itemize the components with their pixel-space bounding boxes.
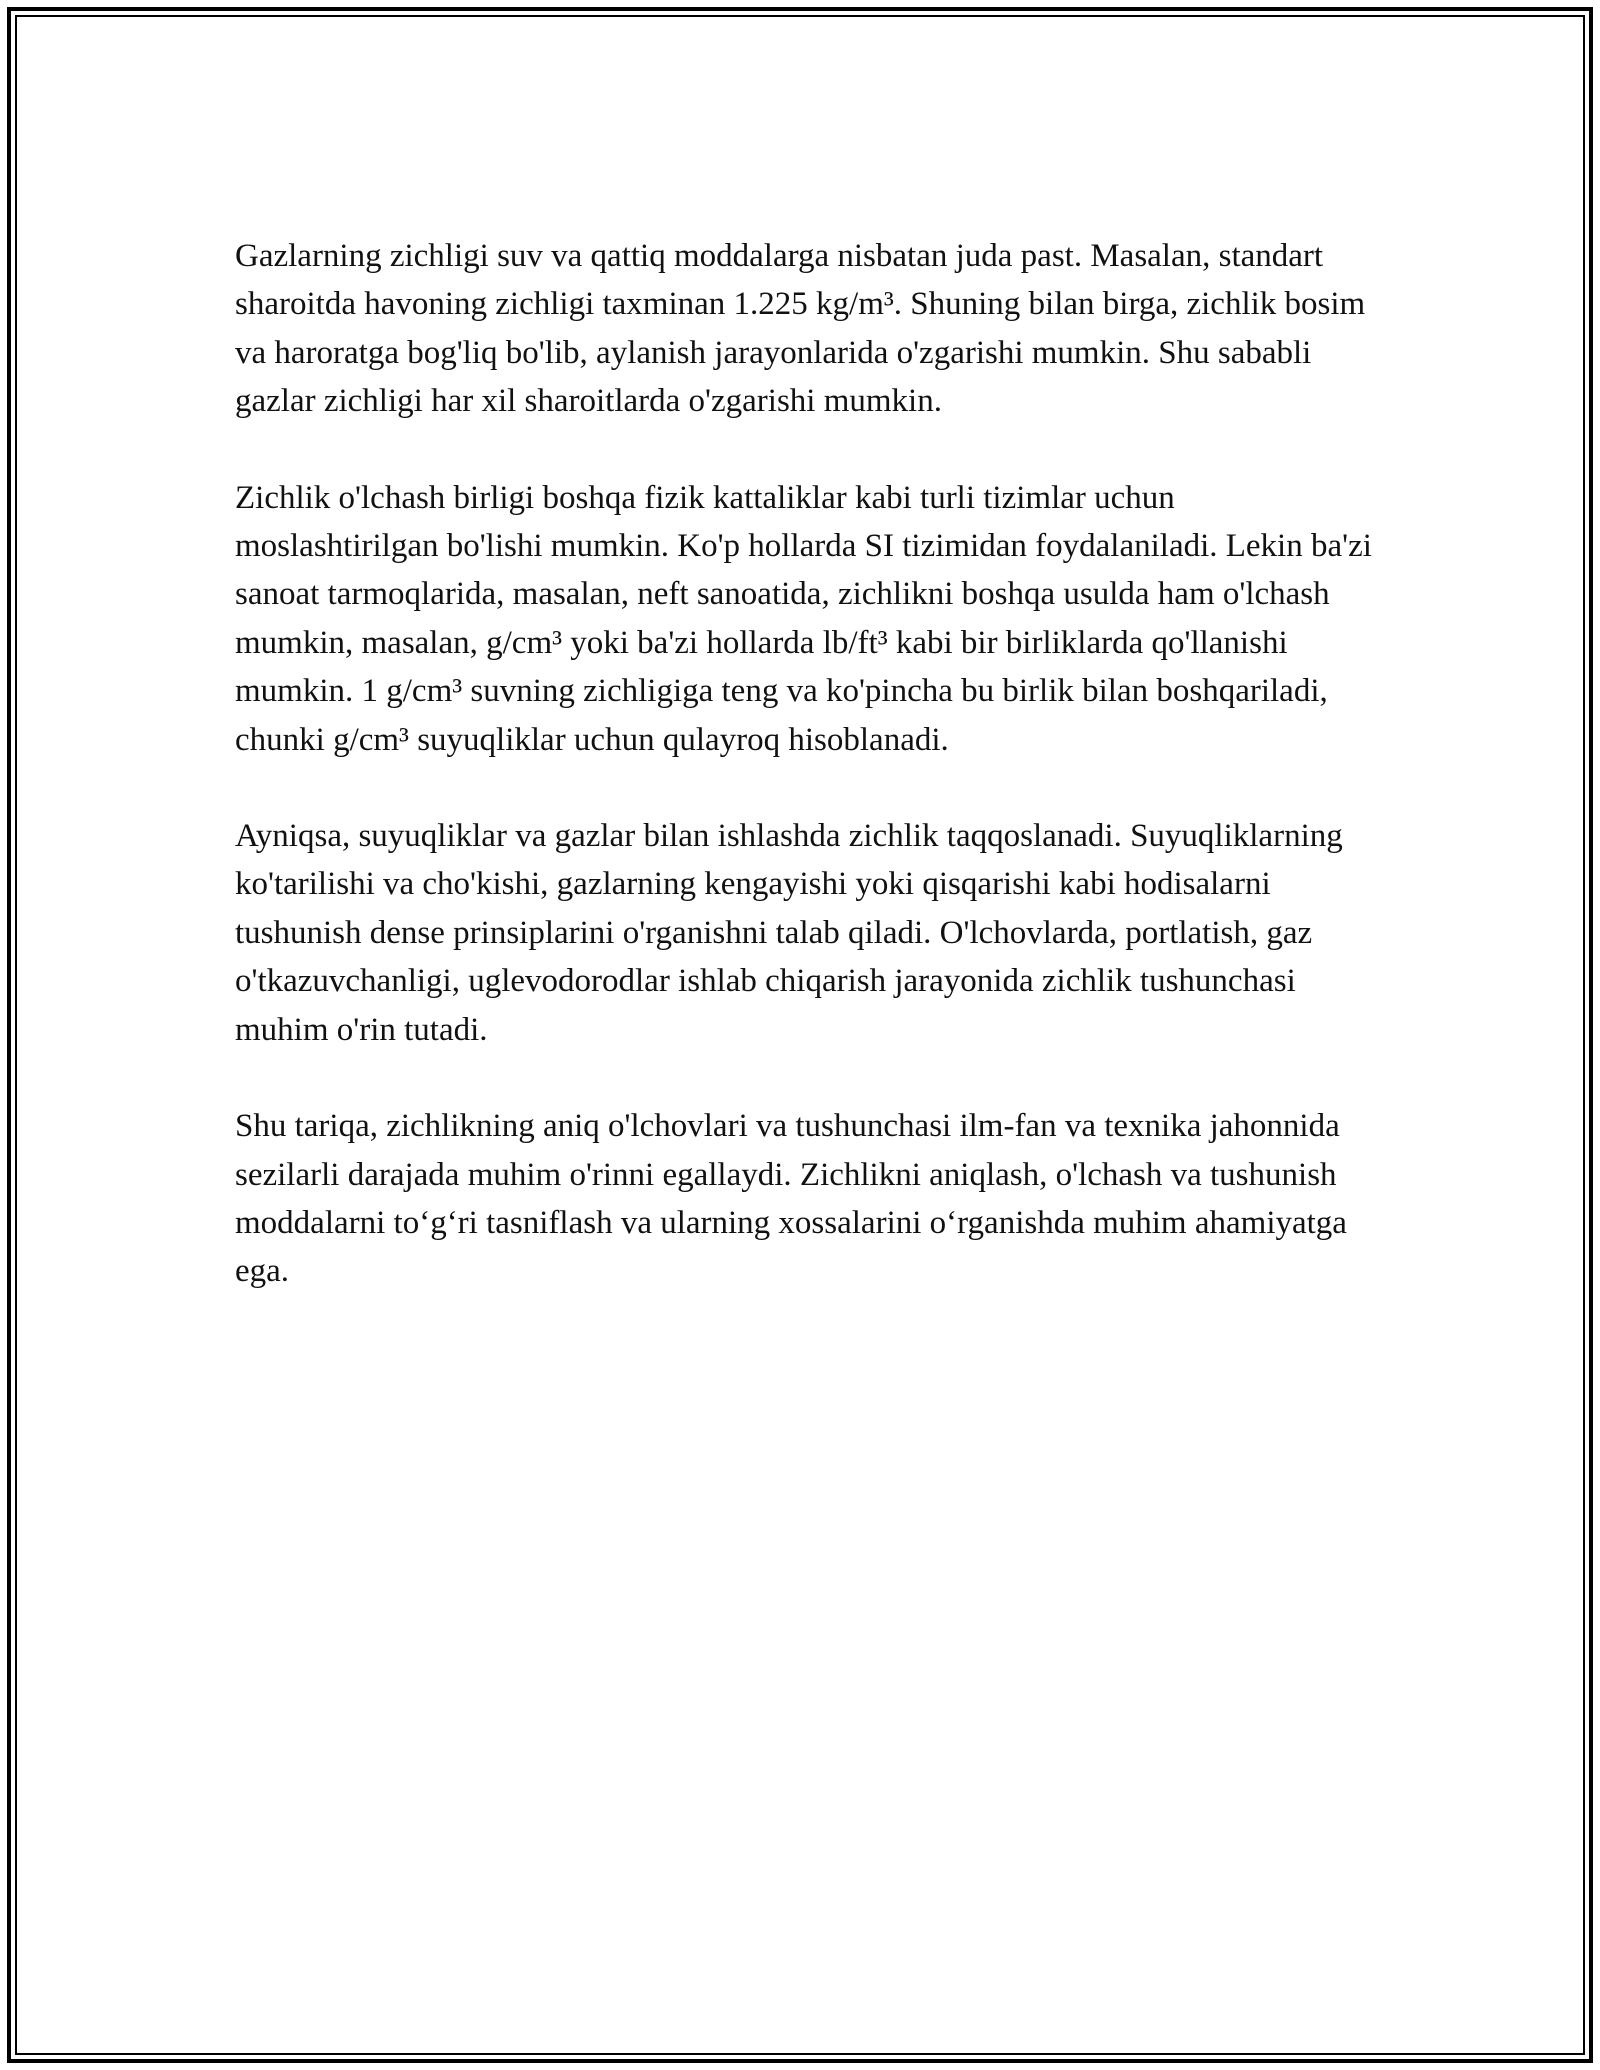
- paragraph-2: Zichlik o'lchash birligi boshqa fizik kattaliklar kabi turli tizimlar uchun moslashtirilgan bo'lishi mumkin. Ko'p hollarda SI tizimidan foydalaniladi. Lekin ba'zi sanoat tarmoqlarida, masalan, neft sanoatida, zichlikni boshqa usulda ham o'lchash mumkin, masalan, g/cm³ yoki ba'zi hollarda lb/ft³ kabi bir birliklarda qo'llanishi mumkin. 1 g/cm³ suvning zichligiga teng va ko'pincha bu birlik bilan boshqariladi, chunki g/cm³ suyuqliklar uchun qulayroq hisoblanadi.: [235, 479, 1372, 758]
- document-body: [235, 232, 1375, 1344]
- paragraph-3: Ayniqsa, suyuqliklar va gazlar bilan ishlashda zichlik taqqoslanadi. Suyuqliklarning ko'tarilishi va cho'kishi, gazlarning kengayishi yoki qisqarishi kabi hodisalarni tushunish dense prinsiplarini o'rganishni talab qiladi. O'lchovlarda, portlatish, gaz o'tkazuvchanligi, uglevodorodlar ishlab chiqarish jarayonida zichlik tushunchasi muhim o'rin tutadi.: [235, 818, 1343, 1048]
- paragraph-4: Shu tariqa, zichlikning aniq o'lchovlari va tushunchasi ilm-fan va texnika jahonnida sezilarli darajada muhim o'rinni egallaydi. Zichlikni aniqlash, o'lchash va tushunish moddalarni to‘g‘ri tasniflash va ularning xossalarini o‘rganishda muhim ahamiyatga ega.: [235, 1108, 1347, 1290]
- paragraph-1: Gazlarning zichligi suv va qattiq moddalarga nisbatan juda past. Masalan, standart sharoitda havoning zichligi taxminan 1.225 kg/m³. Shuning bilan birga, zichlik bosim va haroratga bog'liq bo'lib, aylanish jarayonlarida o'zgarishi mumkin. Shu sababli gazlar zichligi har xil sharoitlarda o'zgarishi mumkin.: [235, 238, 1366, 420]
